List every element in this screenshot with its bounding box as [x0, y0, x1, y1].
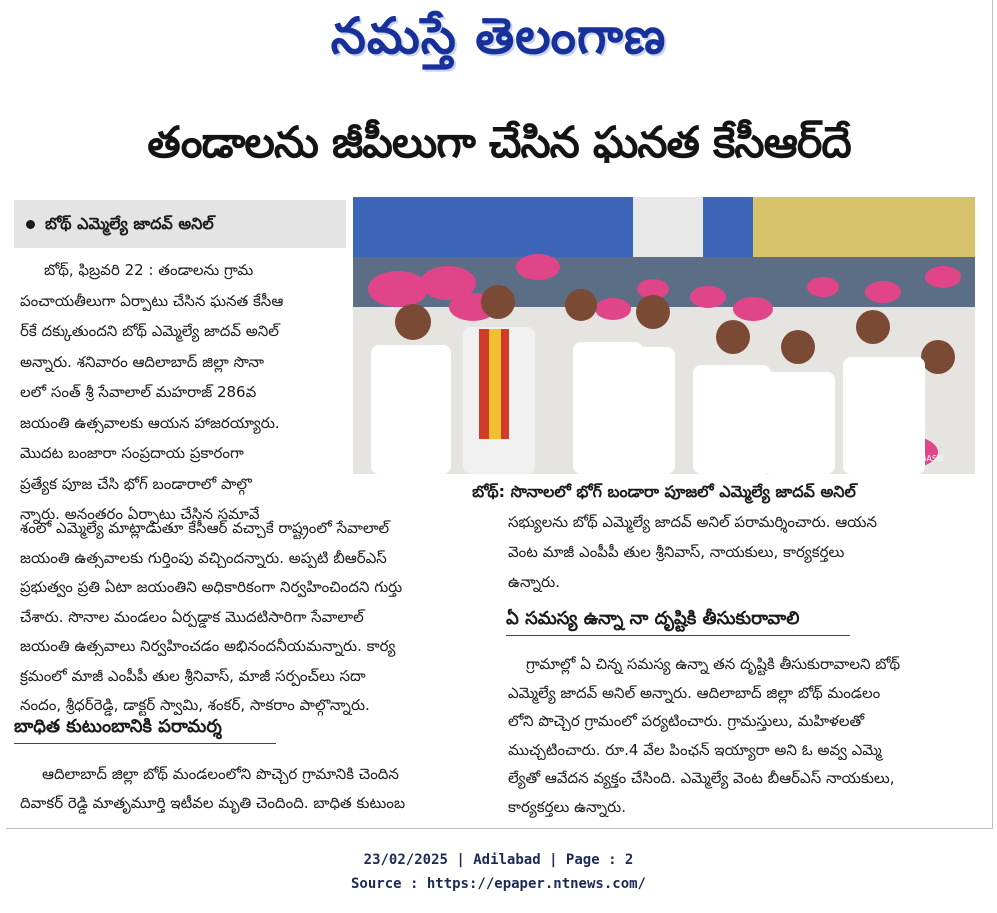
text-line: వెంట మాజీ ఎంపీపీ తుల శ్రీనివాస్‌, నాయకులు, కార్యకర్తలు: [508, 543, 845, 561]
text-line: సభ్యులను బోథ్‌ ఎమ్మెల్యే జాదవ్‌ అనిల్‌ పరామర్శించారు. ఆయన: [508, 513, 877, 531]
bullet-icon: [26, 220, 35, 229]
text-line: బోథ్‌, ఫిబ్రవరి 22 : తండాలను గ్రామ: [44, 261, 254, 279]
photo-credit: MASHAR BASH: [883, 454, 943, 463]
text-line: ల్యేతో ఆవేదన వ్యక్తం చేసింది. ఎమ్మెల్యే వెంట బీఆర్‌ఎస్‌ నాయకులు,: [508, 769, 895, 787]
text-line: గ్రామాల్లో ఏ చిన్న సమస్య ఉన్నా తన దృష్టికి తీసుకురావాలని బోథ్‌: [526, 655, 901, 673]
article-headline: తండాలను జీపీలుగా చేసిన ఘనత కేసీఆర్‌దే: [147, 118, 851, 168]
text-line: కార్యకర్తలు ఉన్నారు.: [508, 797, 626, 816]
text-line: మొదట బంజారా సంప్రదాయ ప్రకారంగా: [20, 444, 244, 462]
source-link[interactable]: Source : https://epaper.ntnews.com/: [350, 876, 646, 892]
article-photo: [353, 197, 975, 474]
text-line: ర్‌కే దక్కుతుందని బోథ్‌ ఎమ్మెల్యే జాదవ్‌ అనిల్‌: [20, 322, 279, 340]
article-byline: [14, 200, 346, 248]
text-line: ఉన్నారు.: [508, 573, 560, 591]
text-line: జయంతి ఉత్సవాలకు ఆయన హాజరయ్యారు.: [20, 413, 280, 432]
text-line: జయంతి ఉత్సవాలకు గుర్తింపు వచ్చిందన్నారు. అప్పటి బీఆర్‌ఎస్‌: [20, 548, 387, 567]
text-line: ప్రభుత్వం ప్రతి ఏటా జయంతిని అధికారికంగా నిర్వహించిందని గుర్తు: [20, 578, 403, 596]
text-line: నందం, శ్రీధర్‌రెడ్డి, డాక్టర్‌ స్వామి, శంకర్‌, సాకరాం పాల్గొన్నారు.: [20, 696, 370, 714]
text-line: ఆదిలాబాద్‌ జిల్లా బోథ్‌ మండలంలోని పొచ్చెర గ్రామానికి చెందిన: [42, 765, 399, 783]
text-line: ప్రత్యేక పూజ చేసి భోగ్‌ బండారాలో పాల్గొ: [20, 474, 252, 493]
edition-info: 23/02/2025 | Adilabad | Page : 2: [363, 852, 634, 868]
section-subhead-left: బాధిత కుటుంబానికి పరామర్శ: [14, 712, 276, 744]
text-line: పంచాయతీలుగా ఏర్పాటు చేసిన ఘనత కేసీఆ: [20, 291, 284, 310]
text-line: ముచ్చటించారు. రూ.4 వేల పింఛన్‌ ఇయ్యారా అని ఓ అవ్వ ఎమ్మె: [508, 740, 882, 759]
text-line: అన్నారు. శనివారం ఆదిలాబాద్‌ జిల్లా సొనా: [20, 352, 264, 371]
text-line: లోని పొచ్చెర గ్రామంలో పర్యటించారు. గ్రామస్తులు, మహిళలతో: [508, 712, 865, 730]
text-line: జయంతి ఉత్సవాలు నిర్వహించడం అభినందనీయమన్నారు. కార్య: [20, 637, 396, 655]
newspaper-masthead: నమస్తే తెలంగాణ: [330, 6, 667, 65]
text-line: చేశారు. సొనాల మండలం ఏర్పడ్డాక మొదటిసారిగా సేవాలాల్‌: [20, 607, 364, 626]
text-line: ఎమ్మెల్యే జాదవ్‌ అనిల్‌ అన్నారు. ఆదిలాబాద్‌ జిల్లా బోథ్‌ మండలం: [508, 683, 881, 702]
text-line: క్రమంలో మాజీ ఎంపీపీ తుల శ్రీనివాస్‌, మాజీ సర్పంచ్‌లు సదా: [20, 666, 366, 685]
text-line: న్నారు. అనంతరం ఏర్పాటు చేసిన సమావే: [20, 505, 260, 523]
section-subhead-right: ఏ సమస్య ఉన్నా నా దృష్టికి తీసుకురావాలి: [506, 604, 850, 636]
text-line: దివాకర్‌ రెడ్డి మాతృమూర్తి ఇటీవల మృతి చెందింది. బాధిత కుటుంబ: [20, 794, 406, 812]
text-line: శంలో ఎమ్మెల్యే మాట్లాడుతూ కేసీఆర్‌ వచ్చాకే రాష్ట్రంలో సేవాలాల్‌: [20, 519, 390, 537]
byline-text: బోథ్‌ ఎమ్మెల్యే జాదవ్‌ అనిల్‌: [45, 214, 214, 233]
text-line: లలో సంత్‌ శ్రీ సేవాలాల్‌ మహరాజ్‌ 286వ: [20, 383, 257, 401]
photo-caption: బోథ్‌: సొనాలలో భోగ్‌ బండారా పూజలో ఎమ్మెల్యే జాదవ్‌ అనిల్‌: [472, 482, 856, 501]
